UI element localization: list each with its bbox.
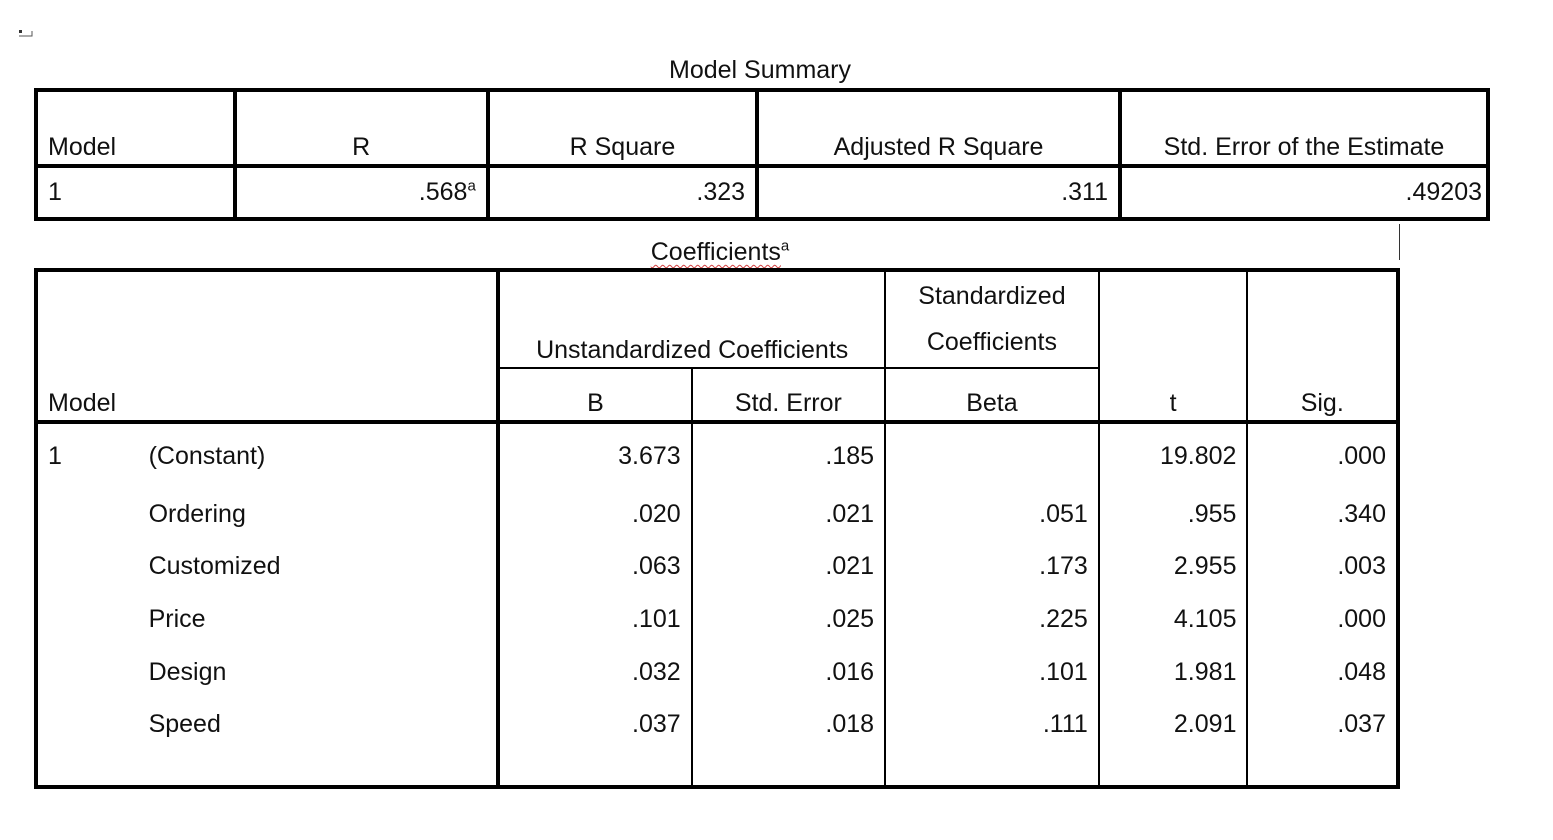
- model-summary-title: Model Summary: [669, 56, 851, 84]
- cell-b: .063: [498, 540, 691, 593]
- header-r: R: [235, 90, 488, 166]
- cell-r-square: .323: [488, 166, 757, 219]
- cell-b: .032: [498, 646, 691, 698]
- model-summary-header-row: [36, 90, 1488, 166]
- cell-t: .955: [1099, 488, 1248, 540]
- cell-sig: .003: [1337, 552, 1386, 580]
- cell-predictor: Speed: [139, 698, 499, 751]
- header-model: Model: [36, 270, 498, 422]
- cell-adjusted-r-square: .311: [757, 166, 1120, 219]
- table-row: [36, 698, 1398, 751]
- cell-std-error: .021: [692, 540, 885, 593]
- table-row: [36, 646, 1398, 698]
- header-standardized-coefficients: [885, 270, 1099, 368]
- cell-beta: .173: [885, 540, 1099, 593]
- table-row: [36, 422, 1398, 488]
- table-row: [36, 488, 1398, 540]
- cell-beta: .051: [885, 488, 1099, 540]
- cell-t: 4.105: [1099, 593, 1248, 646]
- standardized-line-1: Standardized: [918, 282, 1066, 310]
- table-row: [36, 540, 1398, 593]
- cell-sig: .037: [1337, 710, 1386, 738]
- cell-beta: [885, 422, 1099, 488]
- text-cursor: [1399, 224, 1400, 260]
- header-unstandardized-coefficients: Unstandardized Coefficients: [498, 270, 885, 368]
- anchor-marker-icon: [18, 28, 34, 38]
- cell-beta: .101: [885, 646, 1099, 698]
- cell-predictor: Ordering: [139, 488, 499, 540]
- cell-b: .101: [498, 593, 691, 646]
- cell-beta: .111: [885, 698, 1099, 751]
- cell-std-error: .016: [692, 646, 885, 698]
- r-value: .568: [418, 178, 468, 206]
- header-beta: Beta: [885, 368, 1099, 422]
- header-std-error: Std. Error: [692, 368, 885, 422]
- cell-sig: .340: [1337, 499, 1386, 528]
- cell-std-error: .025: [692, 593, 885, 646]
- coefficients-footnote-mark: a: [780, 237, 790, 255]
- cell-std-error-estimate: .49203: [1120, 166, 1488, 219]
- header-r-square: R Square: [488, 90, 757, 166]
- r-footnote-mark: a: [467, 177, 476, 195]
- coefficients-title: [560, 238, 880, 267]
- header-model: Model: [36, 90, 235, 166]
- cell-sig: .000: [1337, 441, 1386, 470]
- coefficients-table: [34, 268, 1400, 789]
- coefficients-header-row-1: [36, 270, 1398, 368]
- cell-t: 2.955: [1099, 540, 1248, 593]
- header-std-error-estimate: Std. Error of the Estimate: [1120, 90, 1488, 166]
- table-row: [36, 593, 1398, 646]
- cell-predictor: (Constant): [139, 422, 499, 488]
- model-summary-table: [34, 88, 1490, 221]
- cell-b: .037: [498, 698, 691, 751]
- cell-b: .020: [498, 488, 691, 540]
- cell-sig: .000: [1337, 605, 1386, 633]
- cell-beta: .225: [885, 593, 1099, 646]
- cell-std-error: .185: [692, 422, 885, 488]
- cell-predictor: Customized: [139, 540, 499, 593]
- cell-model-number: 1: [48, 441, 62, 470]
- cell-model: 1: [36, 166, 235, 219]
- cell-t: 1.981: [1099, 646, 1248, 698]
- standardized-line-2: Coefficients: [926, 328, 1058, 356]
- model-summary-row: [36, 166, 1488, 219]
- cell-t: 2.091: [1099, 698, 1248, 751]
- cell-r: [235, 166, 488, 219]
- header-t: t: [1099, 270, 1248, 422]
- coefficients-title-text: Coefficients: [650, 238, 781, 266]
- header-b: B: [498, 368, 691, 422]
- table-empty-row: [36, 751, 1398, 787]
- cell-predictor: Design: [139, 646, 499, 698]
- cell-std-error: .021: [692, 488, 885, 540]
- cell-t: 19.802: [1099, 422, 1248, 488]
- cell-predictor: Price: [139, 593, 499, 646]
- header-sig: Sig.: [1247, 270, 1398, 422]
- header-adjusted-r-square: Adjusted R Square: [757, 90, 1120, 166]
- cell-sig: .048: [1337, 657, 1386, 686]
- cell-b: 3.673: [498, 422, 691, 488]
- cell-std-error: .018: [692, 698, 885, 751]
